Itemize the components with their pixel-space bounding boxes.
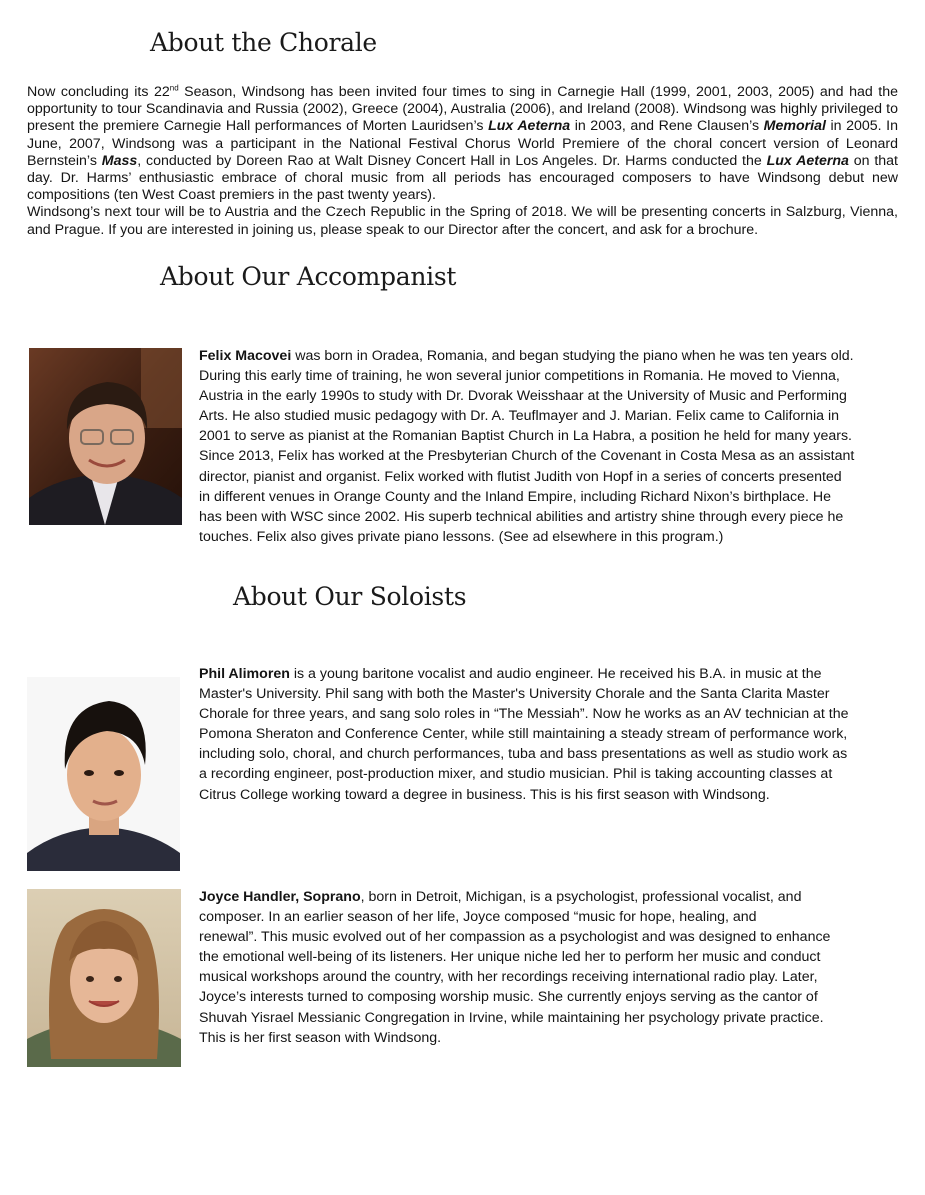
soloist-name: Joyce Handler, Soprano [199, 889, 361, 905]
bio-line: including solo, choral, and church performances, tuba and bass presentations as well as studio work as [199, 746, 848, 763]
accompanist-photo [29, 348, 182, 525]
work-title: Lux Aeterna [488, 118, 571, 135]
bio-line: Master's University. Phil sang with both the Master's University Chorale and the Santa Clarita Master [199, 686, 830, 703]
bio-line: Arts. He also studied music pedagogy with Dr. A. Teuflmayer and J. Marian. Felix came to California in [199, 408, 840, 425]
bio-line: Austria in the early 1990s to study with Dr. Dvorak Weisshaar at the University of Music and Performing [199, 388, 847, 405]
chorale-paragraph-2: Windsong’s next tour will be to Austria and the Czech Republic in the Spring of 2018. We will be presenting concerts in Salzburg, Vienna, and Prague. If you are interested in joining us, please speak to our Director after the concert, and ask for a brochure. [27, 204, 898, 238]
accompanist-name: Felix Macovei [199, 348, 292, 364]
work-title: Memorial [763, 118, 826, 135]
bio-line: 2001 to serve as pianist at the Romanian Baptist Church in La Habra, a position he held for many years. [199, 428, 852, 445]
bio-line: During this early time of training, he won several junior competitions in Romania. He moved to Vienna, [199, 368, 840, 385]
chorale-paragraph-1: Now concluding its 22nd Season, Windsong has been invited four times to sing in Carnegie Hall (1999, 2001, 2003, 2005) and had the opportunity to tour Scandinavia and Russia (2002), Greece (2004), Australia (2006), and Ireland (2008). Windsong was highly privileged to present the premiere Carnegie Hall performances of Morten Lauridsen’s Lux Aeterna in 2003, and Rene Clausen’s Memorial in 2005. In June, 2007, Windsong was a participant in the National Festival Chorus World Premiere of the choral concert version of Leonard Bernstein’s Mass, conducted by Doreen Rao at Walt Disney Concert Hall in Los Angeles. Dr. Harms conducted the Lux Aeterna on that day. Dr. Harms’ enthusiastic embrace of choral music from all periods has encouraged composers to have Windsong debut new compositions (ten West Coast premiers in the past twenty years). [27, 83, 899, 204]
work-title: Mass [101, 152, 138, 169]
portrait-illustration [27, 889, 181, 1067]
bio-line: director, pianist and organist. Felix worked with flutist Judith von Hopf in a series of concerts presented [199, 468, 842, 485]
heading-about-soloists: About Our Soloists [233, 582, 467, 611]
bio-line: musical workshops around the country, with her recordings receiving international radio play. Later, [199, 969, 818, 986]
bio-line: Pomona Sheraton and Conference Center, while still maintaining a steady stream of performance work, [199, 726, 848, 743]
bio-line: Since 2013, Felix has worked at the Presbyterian Church of the Covenant in Costa Mesa as an assistant [199, 448, 855, 465]
bio-line: renewal”. This music evolved out of her compassion as a psychologist and was designed to enhance [199, 929, 831, 946]
soloist-name: Phil Alimoren [199, 666, 290, 682]
bio-line: This is her first season with Windsong. [199, 1029, 442, 1046]
bio-line: in different venues in Orange County and the Inland Empire, including Richard Nixon’s birthplace. He [199, 488, 831, 505]
soloist-photo-phil [27, 677, 180, 871]
bio-line: touches. Felix also gives private piano lessons. (See ad elsewhere in this program.) [199, 528, 724, 545]
heading-about-accompanist: About Our Accompanist [160, 262, 457, 291]
bio-line: a recording engineer, post-production mixer, and studio musician. Phil is taking accounting classes at [199, 766, 833, 783]
bio-line: Felix Macovei was born in Oradea, Romania, and began studying the piano when he was ten years old. [199, 348, 854, 364]
portrait-illustration [27, 677, 180, 871]
bio-line: Joyce Handler, Soprano, born in Detroit, Michigan, is a psychologist, professional vocalist, and [199, 889, 802, 905]
chorale-description [27, 84, 898, 239]
bio-line: Phil Alimoren is a young baritone vocalist and audio engineer. He received his B.A. in music at the [199, 666, 822, 682]
portrait-illustration [29, 348, 182, 525]
bio-line: Chorale for three years, and sang solo roles in “The Messiah”. Now he works as an AV technician at the [199, 706, 849, 723]
bio-line: composer. In an earlier season of her life, Joyce composed “music for hope, healing, and [199, 909, 757, 926]
soloist-bio-joyce [199, 887, 899, 1048]
accompanist-bio [199, 346, 899, 547]
bio-line: has been with WSC since 2002. His superb technical abilities and artistry shine through every piece he [199, 508, 844, 525]
soloist-bio-phil [199, 664, 899, 805]
bio-line: Joyce’s interests turned to composing worship music. She currently enjoys serving as the cantor of [199, 989, 818, 1006]
bio-line: Citrus College working toward a degree in business. This is his first season with Windsong. [199, 786, 770, 803]
soloist-photo-joyce [27, 889, 181, 1067]
work-title: Lux Aeterna [766, 152, 849, 169]
heading-about-chorale: About the Chorale [150, 28, 377, 57]
bio-line: Shuvah Yisrael Messianic Congregation in Irvine, while maintaining her psychology private practice. [199, 1009, 824, 1026]
bio-line: the emotional well-being of its listeners. Her unique niche led her to perform her music and conduct [199, 949, 821, 966]
